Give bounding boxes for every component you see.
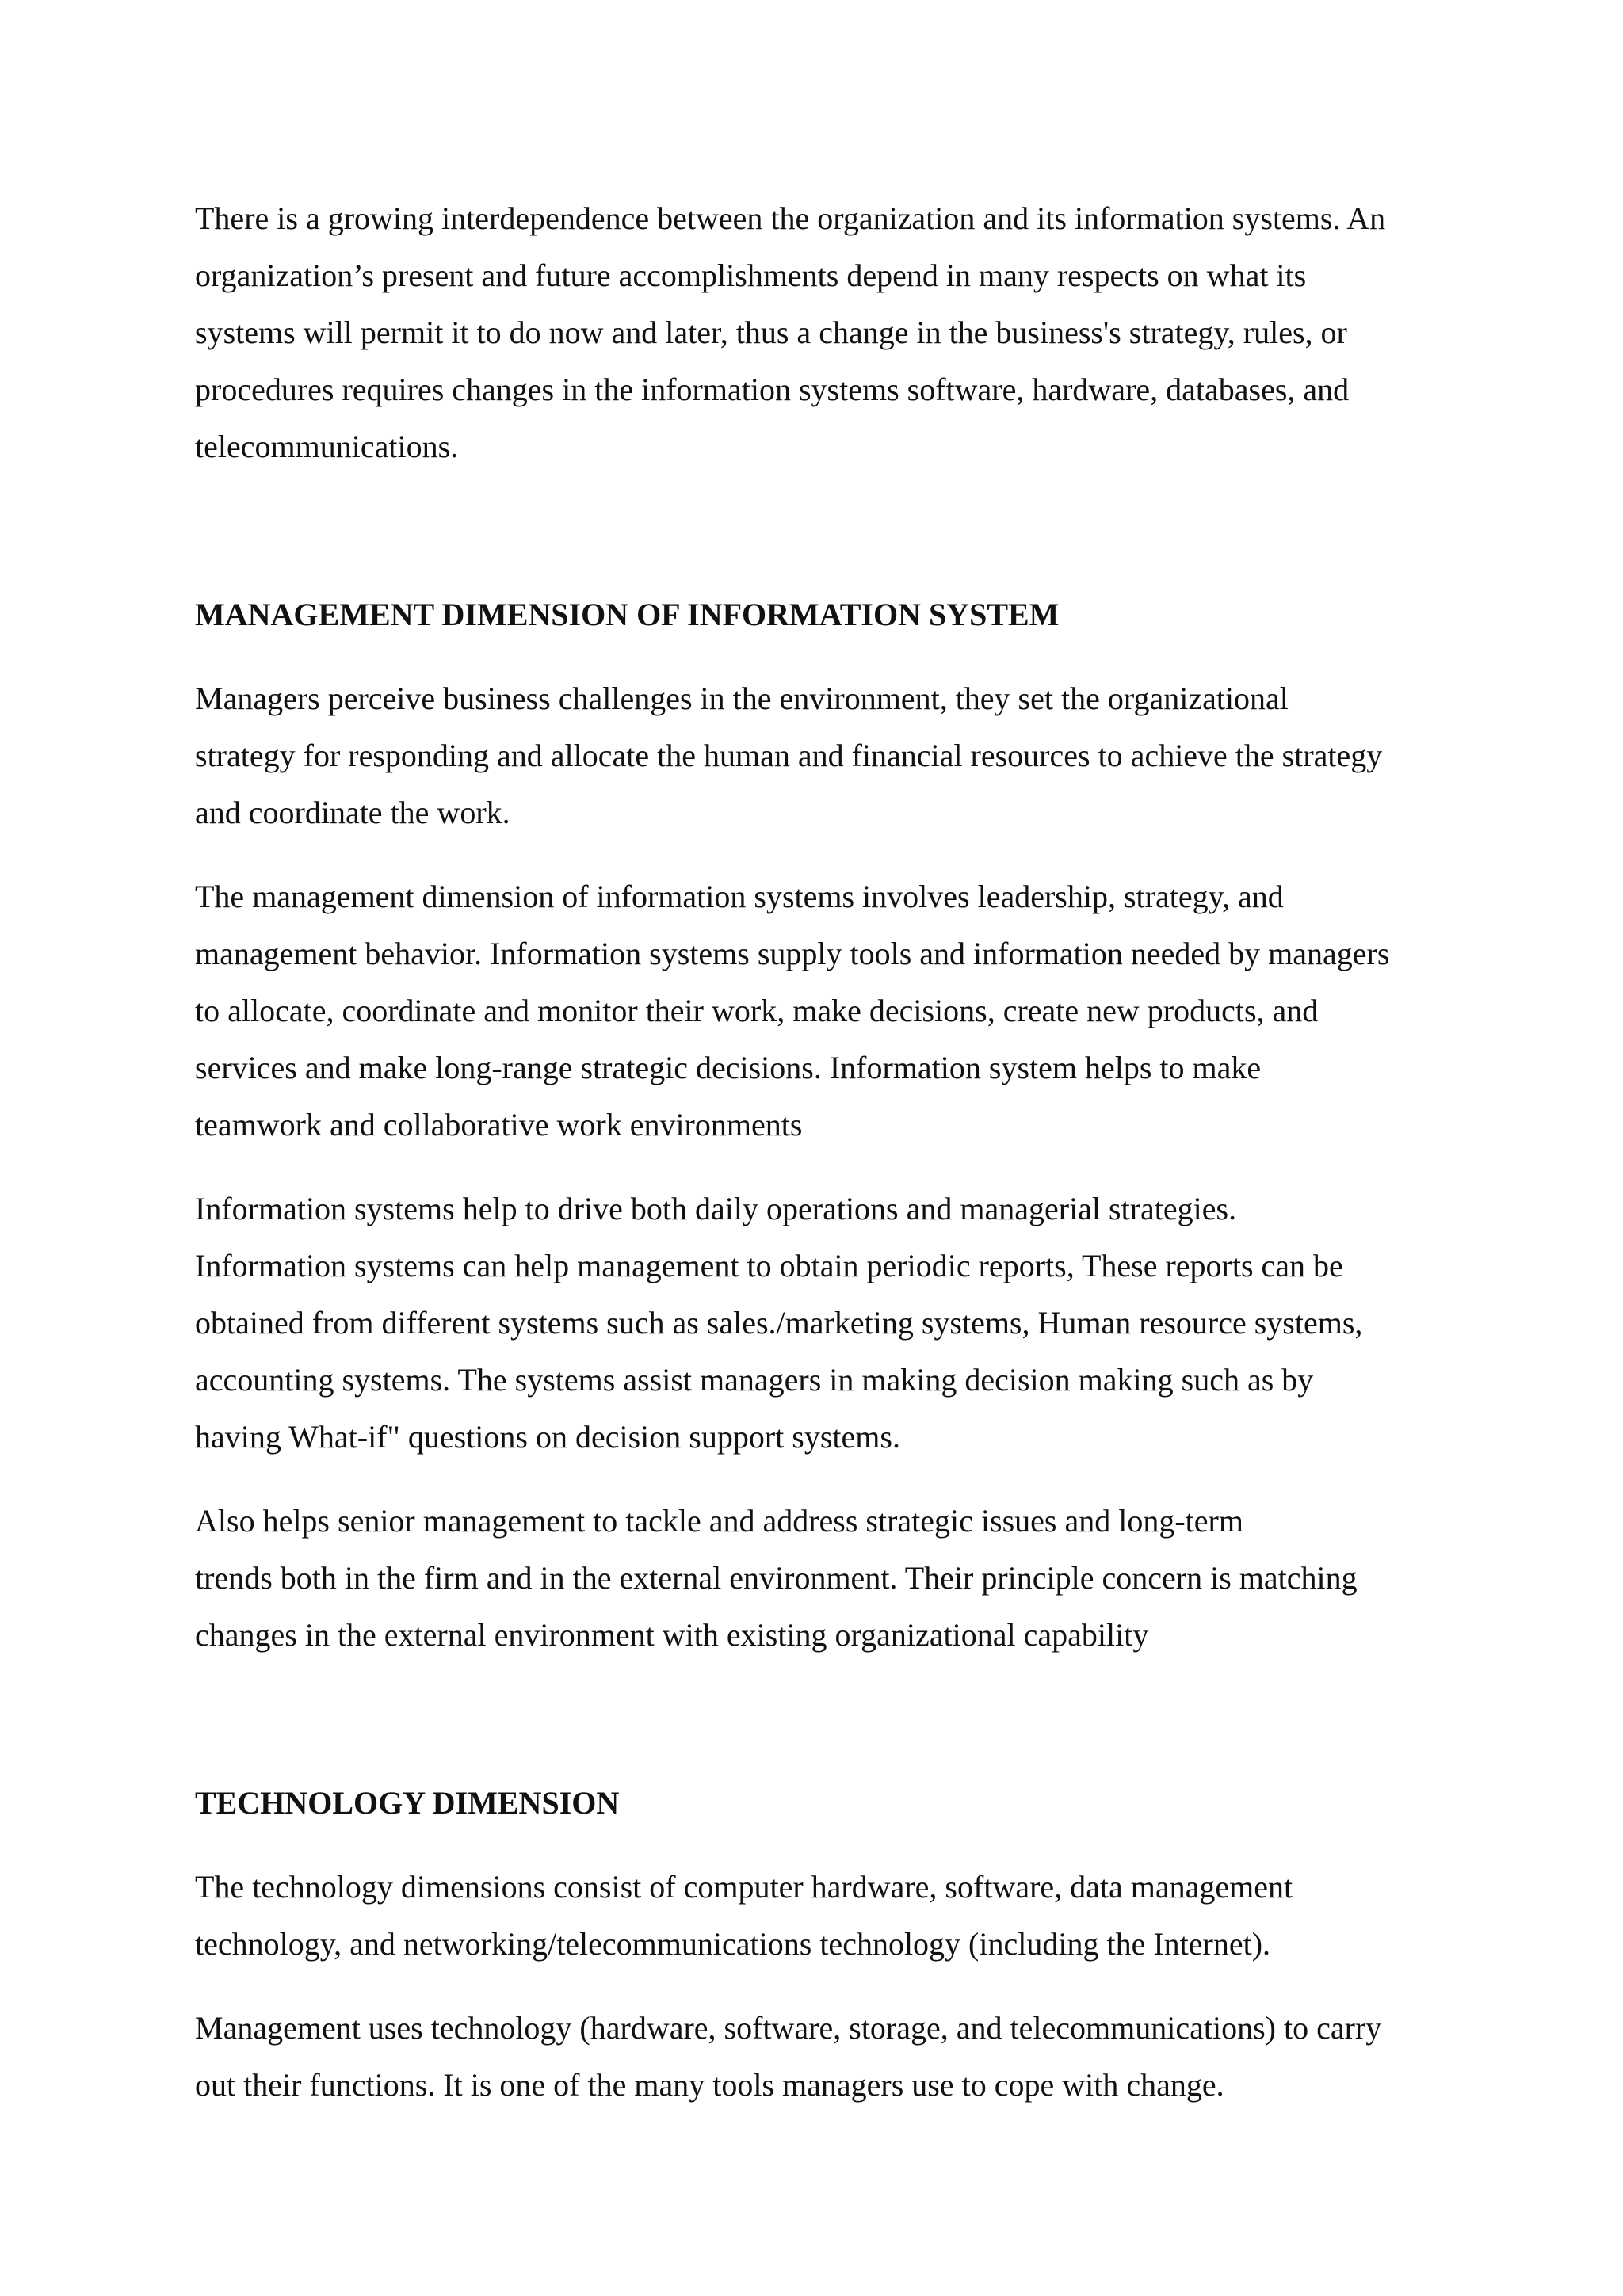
- management-heading: MANAGEMENT DIMENSION OF INFORMATION SYSTEM: [195, 597, 1060, 632]
- management-paragraph-4: [195, 1493, 1447, 1664]
- text-line: accounting systems. The systems assist managers in making decision making such as by: [195, 1362, 1314, 1398]
- text-line: strategy for responding and allocate the human and financial resources to achieve the strategy: [195, 738, 1383, 773]
- text-line: obtained from different systems such as sales./marketing systems, Human resource systems,: [195, 1305, 1363, 1341]
- text-line: There is a growing interdependence between the organization and its information systems. An: [195, 200, 1386, 236]
- text-line: The technology dimensions consist of computer hardware, software, data management: [195, 1869, 1293, 1905]
- text-line: Information systems can help management to obtain periodic reports, These reports can be: [195, 1248, 1343, 1283]
- intro-paragraph: [195, 190, 1447, 475]
- technology-heading: TECHNOLOGY DIMENSION: [195, 1785, 620, 1821]
- text-line: systems will permit it to do now and later, thus a change in the business's strategy, rules, or: [195, 315, 1347, 350]
- text-line: and coordinate the work.: [195, 795, 510, 830]
- text-line: trends both in the firm and in the external environment. Their principle concern is matching: [195, 1560, 1358, 1596]
- text-line: procedures requires changes in the information systems software, hardware, databases, and: [195, 372, 1350, 407]
- text-line: Managers perceive business challenges in the environment, they set the organizational: [195, 681, 1289, 716]
- text-line: teamwork and collaborative work environments: [195, 1107, 803, 1142]
- technology-paragraph-1: [195, 1859, 1447, 1973]
- text-line: The management dimension of information systems involves leadership, strategy, and: [195, 879, 1284, 914]
- text-line: Also helps senior management to tackle and address strategic issues and long-term: [195, 1503, 1243, 1539]
- text-line: technology, and networking/telecommunications technology (including the Internet).: [195, 1926, 1271, 1962]
- text-line: having What-if" questions on decision support systems.: [195, 1419, 900, 1455]
- management-paragraph-3: [195, 1180, 1447, 1466]
- text-line: services and make long-range strategic decisions. Information system helps to make: [195, 1050, 1262, 1085]
- text-line: changes in the external environment with existing organizational capability: [195, 1617, 1149, 1653]
- document-body: [195, 190, 1447, 2114]
- text-line: telecommunications.: [195, 429, 459, 464]
- text-line: to allocate, coordinate and monitor their work, make decisions, create new products, and: [195, 993, 1319, 1028]
- text-line: Information systems help to drive both daily operations and managerial strategies.: [195, 1191, 1237, 1226]
- text-line: Management uses technology (hardware, software, storage, and telecommunications) to carry: [195, 2010, 1382, 2046]
- text-line: management behavior. Information systems supply tools and information needed by managers: [195, 936, 1390, 971]
- management-paragraph-2: [195, 868, 1447, 1154]
- text-line: organization’s present and future accomplishments depend in many respects on what its: [195, 257, 1307, 293]
- management-paragraph-1: [195, 670, 1447, 841]
- technology-paragraph-2: [195, 2000, 1447, 2114]
- text-line: out their functions. It is one of the many tools managers use to cope with change.: [195, 2067, 1224, 2103]
